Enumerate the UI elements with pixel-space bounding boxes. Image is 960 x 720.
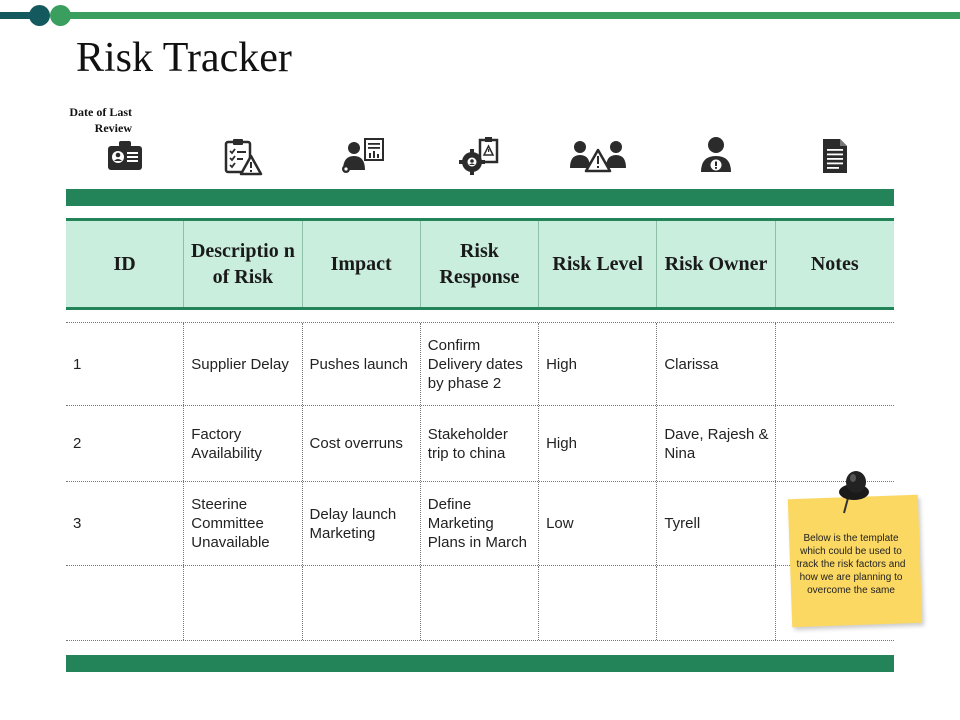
push-pin-icon xyxy=(836,468,876,521)
cell-risk-owner: Dave, Rajesh & Nina xyxy=(657,406,775,481)
cell-risk-response: Stakeholder trip to china xyxy=(421,406,539,481)
top-bar-green-dot xyxy=(50,5,71,26)
cell-risk-response: Confirm Delivery dates by phase 2 xyxy=(421,323,539,405)
cell-risk-level: High xyxy=(539,406,657,481)
cell-id: 1 xyxy=(66,323,184,405)
top-bar-dark-dot xyxy=(29,5,50,26)
table-row xyxy=(66,323,894,406)
cell-risk-level: Low xyxy=(539,482,657,565)
column-icon-row xyxy=(66,132,894,180)
table-row xyxy=(66,482,894,566)
cell-risk-owner: Clarissa xyxy=(657,323,775,405)
cell-risk-level: High xyxy=(539,323,657,405)
cell-impact: Delay launch Marketing xyxy=(303,482,421,565)
cell-impact: Pushes launch xyxy=(303,323,421,405)
sticky-note-text: Below is the template which could be used to track the risk factors and how we are planning to overcome the same xyxy=(796,533,906,596)
cell-risk-owner xyxy=(657,566,775,640)
clipboard-warning-icon xyxy=(184,132,302,180)
top-green-band xyxy=(66,189,894,206)
cell-risk-response xyxy=(421,566,539,640)
header-notes: Notes xyxy=(810,253,859,275)
header-risk-level: Risk Level xyxy=(539,221,657,307)
table-row xyxy=(66,406,894,482)
header-risk-owner: Risk Owner xyxy=(657,221,775,307)
cell-description xyxy=(184,566,302,640)
risk-table xyxy=(66,322,894,641)
top-decorative-bar xyxy=(0,12,960,19)
cell-risk-response: Define Marketing Plans in March xyxy=(421,482,539,565)
header-description-of-risk: Descriptio n of Risk xyxy=(184,221,302,307)
gear-clipboard-icon xyxy=(421,132,539,180)
cell-id: 2 xyxy=(66,406,184,481)
cell-risk-owner: Tyrell xyxy=(657,482,775,565)
cell-description: Supplier Delay xyxy=(184,323,302,405)
document-icon xyxy=(776,132,894,180)
cell-id: 3 xyxy=(66,482,184,565)
page-title: Risk Tracker xyxy=(76,35,292,81)
cell-description: Steerine Committee Unavailable xyxy=(184,482,302,565)
cell-notes xyxy=(776,406,894,481)
cell-impact xyxy=(303,566,421,640)
header-impact: Impact xyxy=(303,221,421,307)
bottom-green-band xyxy=(66,655,894,672)
cell-description: Factory Availability xyxy=(184,406,302,481)
person-chart-icon xyxy=(303,132,421,180)
person-alert-icon xyxy=(657,132,775,180)
header-risk-response: Risk Response xyxy=(421,221,539,307)
header-id: ID xyxy=(66,221,184,307)
team-warning-icon xyxy=(539,132,657,180)
top-bar-green-line xyxy=(62,12,960,19)
top-bar-dark-line xyxy=(0,12,32,19)
cell-impact: Cost overruns xyxy=(303,406,421,481)
cell-risk-level xyxy=(539,566,657,640)
cell-id xyxy=(66,566,184,640)
table-header-row xyxy=(66,218,894,310)
id-card-icon xyxy=(66,132,184,180)
date-of-last-review-label: Date of Last Review xyxy=(69,105,132,135)
cell-notes xyxy=(776,323,894,405)
table-row xyxy=(66,566,894,641)
